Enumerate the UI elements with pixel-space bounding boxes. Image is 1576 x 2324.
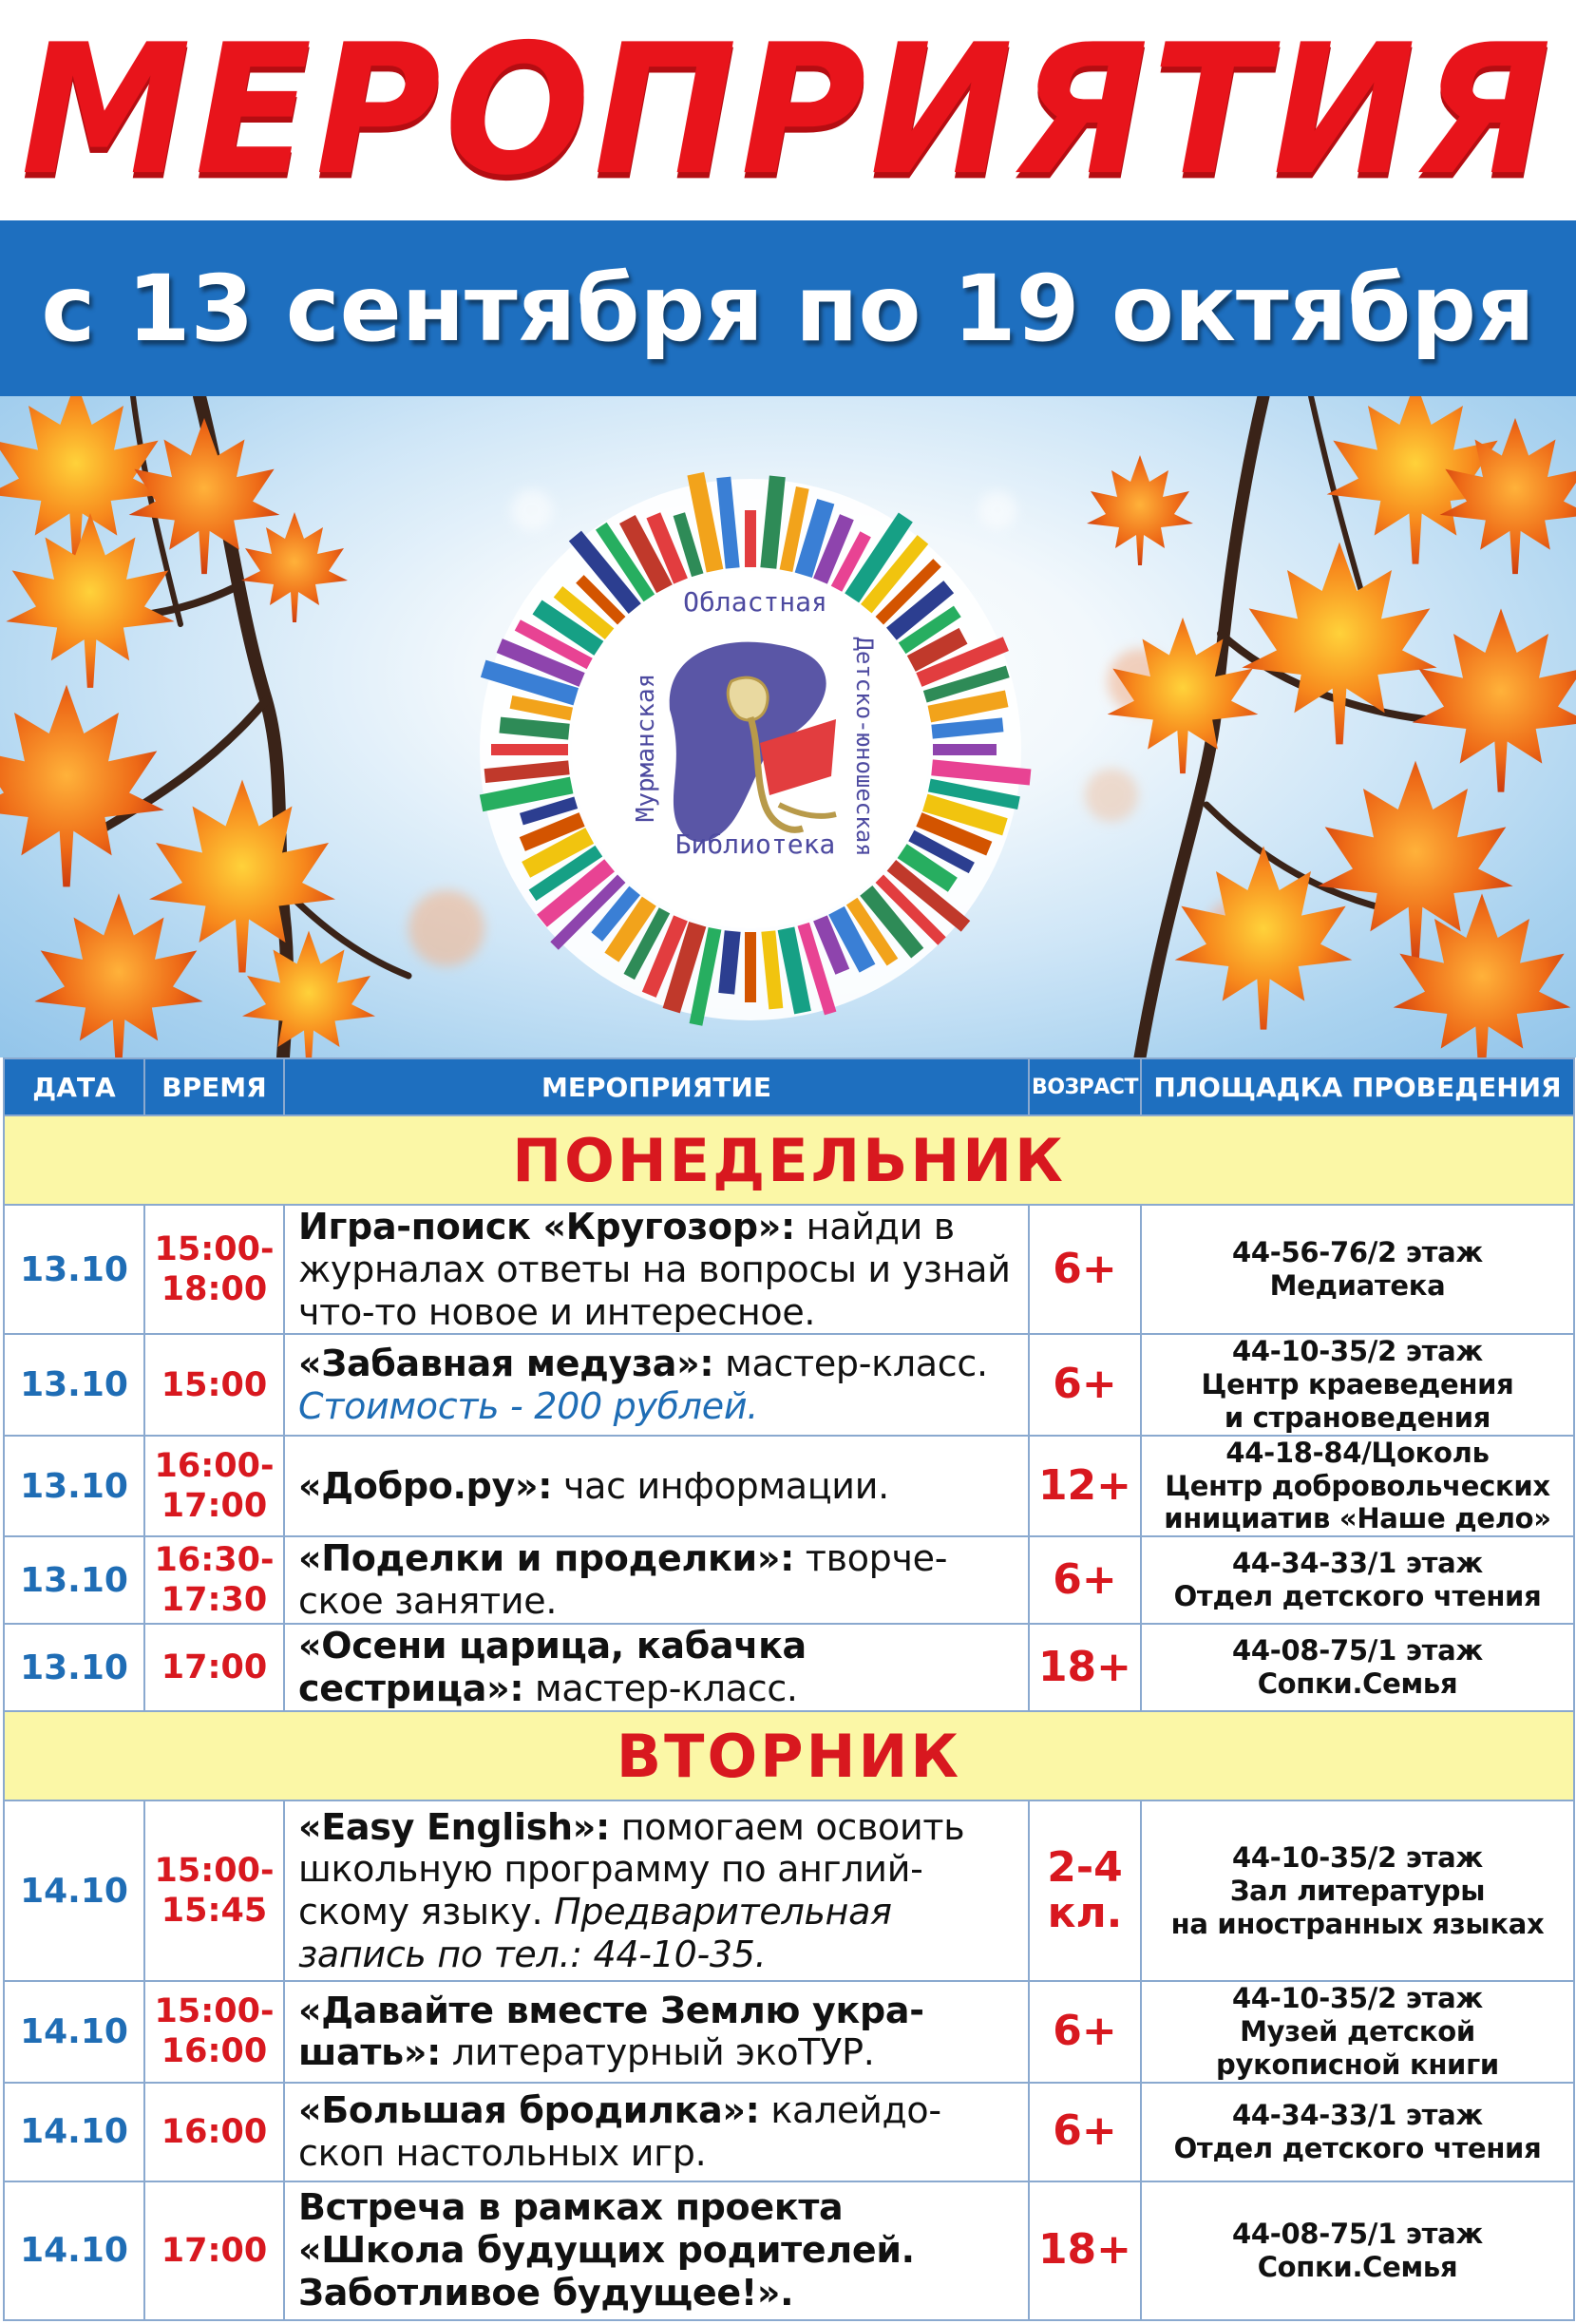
event-details: мастер-класс.: [523, 1667, 798, 1710]
event-venue: [1141, 1800, 1574, 1981]
library-logo: [480, 472, 1032, 1026]
header-venue: ПЛОЩАДКА ПРОВЕДЕНИЯ: [1141, 1058, 1574, 1115]
event-venue: [1141, 1624, 1574, 1711]
event-time: [144, 1205, 284, 1334]
date-range-band: [0, 220, 1576, 396]
book-spine: [745, 932, 756, 1002]
event-title: «Осени царица, кабачка сестрица»:: [298, 1625, 807, 1710]
event-title: «Забавная медуза»:: [298, 1342, 714, 1384]
event-venue: [1141, 1436, 1574, 1536]
event-date: 13.10: [4, 1436, 144, 1536]
logo-text-top: Областная: [683, 586, 827, 618]
logo-text-left: Мурманская: [632, 673, 660, 823]
event-details: помогаем освоить школьную программу по англий-скому языку.: [298, 1805, 965, 1933]
venue-line: Центр добровольческих: [1165, 1469, 1550, 1502]
event-title: Игра-поиск «Кругозор»:: [298, 1206, 795, 1248]
venue-line: 44-18-84/Цоколь: [1225, 1436, 1490, 1469]
venue-line: Медиатека: [1269, 1269, 1446, 1303]
event-venue: [1141, 2083, 1574, 2181]
header-time: ВРЕМЯ: [144, 1058, 284, 1115]
event-time-line: 15:00-: [154, 1992, 275, 2031]
event-description: [284, 2083, 1029, 2181]
age-rating: 6+: [1029, 1334, 1141, 1435]
event-details: калейдо-скоп настольных игр.: [298, 2088, 941, 2174]
venue-line: Музей детской: [1240, 2015, 1475, 2048]
event-description: [284, 1205, 1029, 1334]
event-time: [144, 1436, 284, 1536]
autumn-banner: [0, 396, 1576, 1057]
event-time-line: 17:30: [161, 1581, 268, 1620]
event-time-line: 17:00: [161, 1487, 268, 1526]
venue-line: 44-08-75/1 этаж: [1232, 1634, 1483, 1667]
event-details: найди в журналах ответы на вопросы и узнай что-то новое и интересное.: [298, 1206, 1011, 1333]
venue-line: 44-34-33/1 этаж: [1232, 1547, 1483, 1580]
event-time-line: 15:00-: [154, 1852, 275, 1891]
event-date: 13.10: [4, 1624, 144, 1711]
table-row: [4, 1800, 1574, 1981]
event-time-line: 16:30-: [154, 1541, 275, 1580]
age-rating: 18+: [1029, 1624, 1141, 1711]
event-time-line: 16:00-: [154, 1447, 275, 1486]
age-rating: [1029, 1800, 1141, 1981]
venue-line: инициатив «Наше дело»: [1164, 1502, 1551, 1535]
table-header-row: [4, 1058, 1574, 1115]
age-rating: 12+: [1029, 1436, 1141, 1536]
event-description: [284, 1334, 1029, 1435]
event-time: [144, 1536, 284, 1624]
logo-text-bottom: Библиотека: [674, 829, 836, 860]
book-spine: [745, 510, 756, 567]
event-time-line: 16:00: [161, 2032, 268, 2071]
venue-line: на иностранных языках: [1170, 1907, 1545, 1940]
venue-line: 44-10-35/2 этаж: [1232, 1982, 1483, 2015]
venue-line: Отдел детского чтения: [1173, 1580, 1542, 1613]
event-title: «Easy English»:: [298, 1805, 610, 1848]
event-venue: [1141, 1205, 1574, 1334]
venue-line: Центр краеведения: [1201, 1368, 1514, 1401]
book-spine: [491, 744, 568, 755]
event-venue: [1141, 1536, 1574, 1624]
event-time-line: 15:45: [161, 1892, 268, 1931]
age-rating-line: 2-4: [1047, 1842, 1123, 1892]
event-time: [144, 1981, 284, 2082]
event-time: [144, 2181, 284, 2320]
header-date: ДАТА: [4, 1058, 144, 1115]
date-range-text: с 13 сентября по 19 октября: [41, 255, 1535, 362]
day-name: ВТОРНИК: [4, 1711, 1574, 1800]
event-time-line: 17:00: [161, 1648, 268, 1687]
event-details: час информации.: [552, 1464, 889, 1507]
venue-line: Сопки.Семья: [1257, 2250, 1458, 2283]
event-time-line: 18:00: [161, 1270, 268, 1309]
event-price-note: Стоимость - 200 рублей.: [298, 1384, 759, 1427]
venue-line: 44-10-35/2 этаж: [1232, 1841, 1483, 1875]
event-time: [144, 1624, 284, 1711]
day-name: ПОНЕДЕЛЬНИК: [4, 1115, 1574, 1205]
event-description: [284, 1536, 1029, 1624]
table-row: [4, 2181, 1574, 2320]
event-time-line: 15:00-: [154, 1230, 275, 1269]
event-details: творче-ское занятие.: [298, 1537, 948, 1623]
age-rating-line: кл.: [1047, 1889, 1123, 1938]
event-venue: [1141, 1981, 1574, 2082]
event-date: 14.10: [4, 2083, 144, 2181]
table-row: [4, 1624, 1574, 1711]
event-time-line: 17:00: [161, 2231, 268, 2270]
table-body: [4, 1115, 1574, 2320]
age-rating: 6+: [1029, 1536, 1141, 1624]
venue-line: и страноведения: [1224, 1401, 1491, 1435]
event-booking-note: Предварительная запись по тел.: 44-10-35.: [298, 1891, 892, 1976]
event-title: «Добро.ру»:: [298, 1464, 553, 1507]
event-date: 13.10: [4, 1536, 144, 1624]
event-time: [144, 2083, 284, 2181]
table-row: [4, 1334, 1574, 1435]
age-rating: 6+: [1029, 1205, 1141, 1334]
table-row: [4, 2083, 1574, 2181]
event-description: [284, 1624, 1029, 1711]
event-title: Встреча в рамках проекта «Школа будущих родителей. Заботливое будущее!».: [298, 2186, 915, 2314]
event-title: «Давайте вместе Землю укра-шать»:: [298, 1989, 924, 2074]
event-details: мастер-класс.: [713, 1342, 988, 1384]
event-details: литературный экоТУР.: [441, 2031, 875, 2074]
age-rating: 6+: [1029, 1981, 1141, 2082]
logo-text-right: Детско-юношеская: [851, 637, 878, 857]
day-header-row: [4, 1711, 1574, 1800]
event-date: 14.10: [4, 2181, 144, 2320]
header-event: МЕРОПРИЯТИЕ: [284, 1058, 1029, 1115]
event-date: 14.10: [4, 1800, 144, 1981]
venue-line: рукописной книги: [1216, 2048, 1499, 2081]
table-row: [4, 1205, 1574, 1334]
table-row: [4, 1981, 1574, 2082]
event-title: «Большая бродилка»:: [298, 2088, 760, 2131]
event-time: [144, 1334, 284, 1435]
event-time-line: 15:00: [161, 1365, 268, 1404]
left-leaves: [0, 396, 375, 1057]
event-description: [284, 1800, 1029, 1981]
event-date: 13.10: [4, 1334, 144, 1435]
event-description: [284, 2181, 1029, 2320]
age-rating: 18+: [1029, 2181, 1141, 2320]
table-row: [4, 1436, 1574, 1536]
day-header-row: [4, 1115, 1574, 1205]
events-table: [3, 1057, 1575, 2321]
age-rating: 6+: [1029, 2083, 1141, 2181]
venue-line: 44-08-75/1 этаж: [1232, 2217, 1483, 2250]
event-title: «Поделки и проделки»:: [298, 1537, 794, 1580]
table-row: [4, 1536, 1574, 1624]
poster-title: МЕРОПРИЯТИЯ: [21, 6, 1555, 215]
event-time: [144, 1800, 284, 1981]
event-description: [284, 1981, 1029, 2082]
venue-line: 44-34-33/1 этаж: [1232, 2098, 1483, 2131]
event-time-line: 16:00: [161, 2112, 268, 2151]
venue-line: Зал литературы: [1229, 1874, 1486, 1907]
event-venue: [1141, 1334, 1574, 1435]
event-date: 13.10: [4, 1205, 144, 1334]
event-venue: [1141, 2181, 1574, 2320]
event-date: 14.10: [4, 1981, 144, 2082]
book-spine: [933, 744, 997, 755]
venue-line: 44-56-76/2 этаж: [1232, 1236, 1483, 1269]
header-age: ВОЗРАСТ: [1029, 1058, 1141, 1115]
venue-line: Отдел детского чтения: [1173, 2131, 1542, 2164]
venue-line: 44-10-35/2 этаж: [1232, 1335, 1483, 1368]
banner-artwork: [0, 396, 1576, 1057]
venue-line: Сопки.Семья: [1257, 1667, 1458, 1701]
event-description: [284, 1436, 1029, 1536]
